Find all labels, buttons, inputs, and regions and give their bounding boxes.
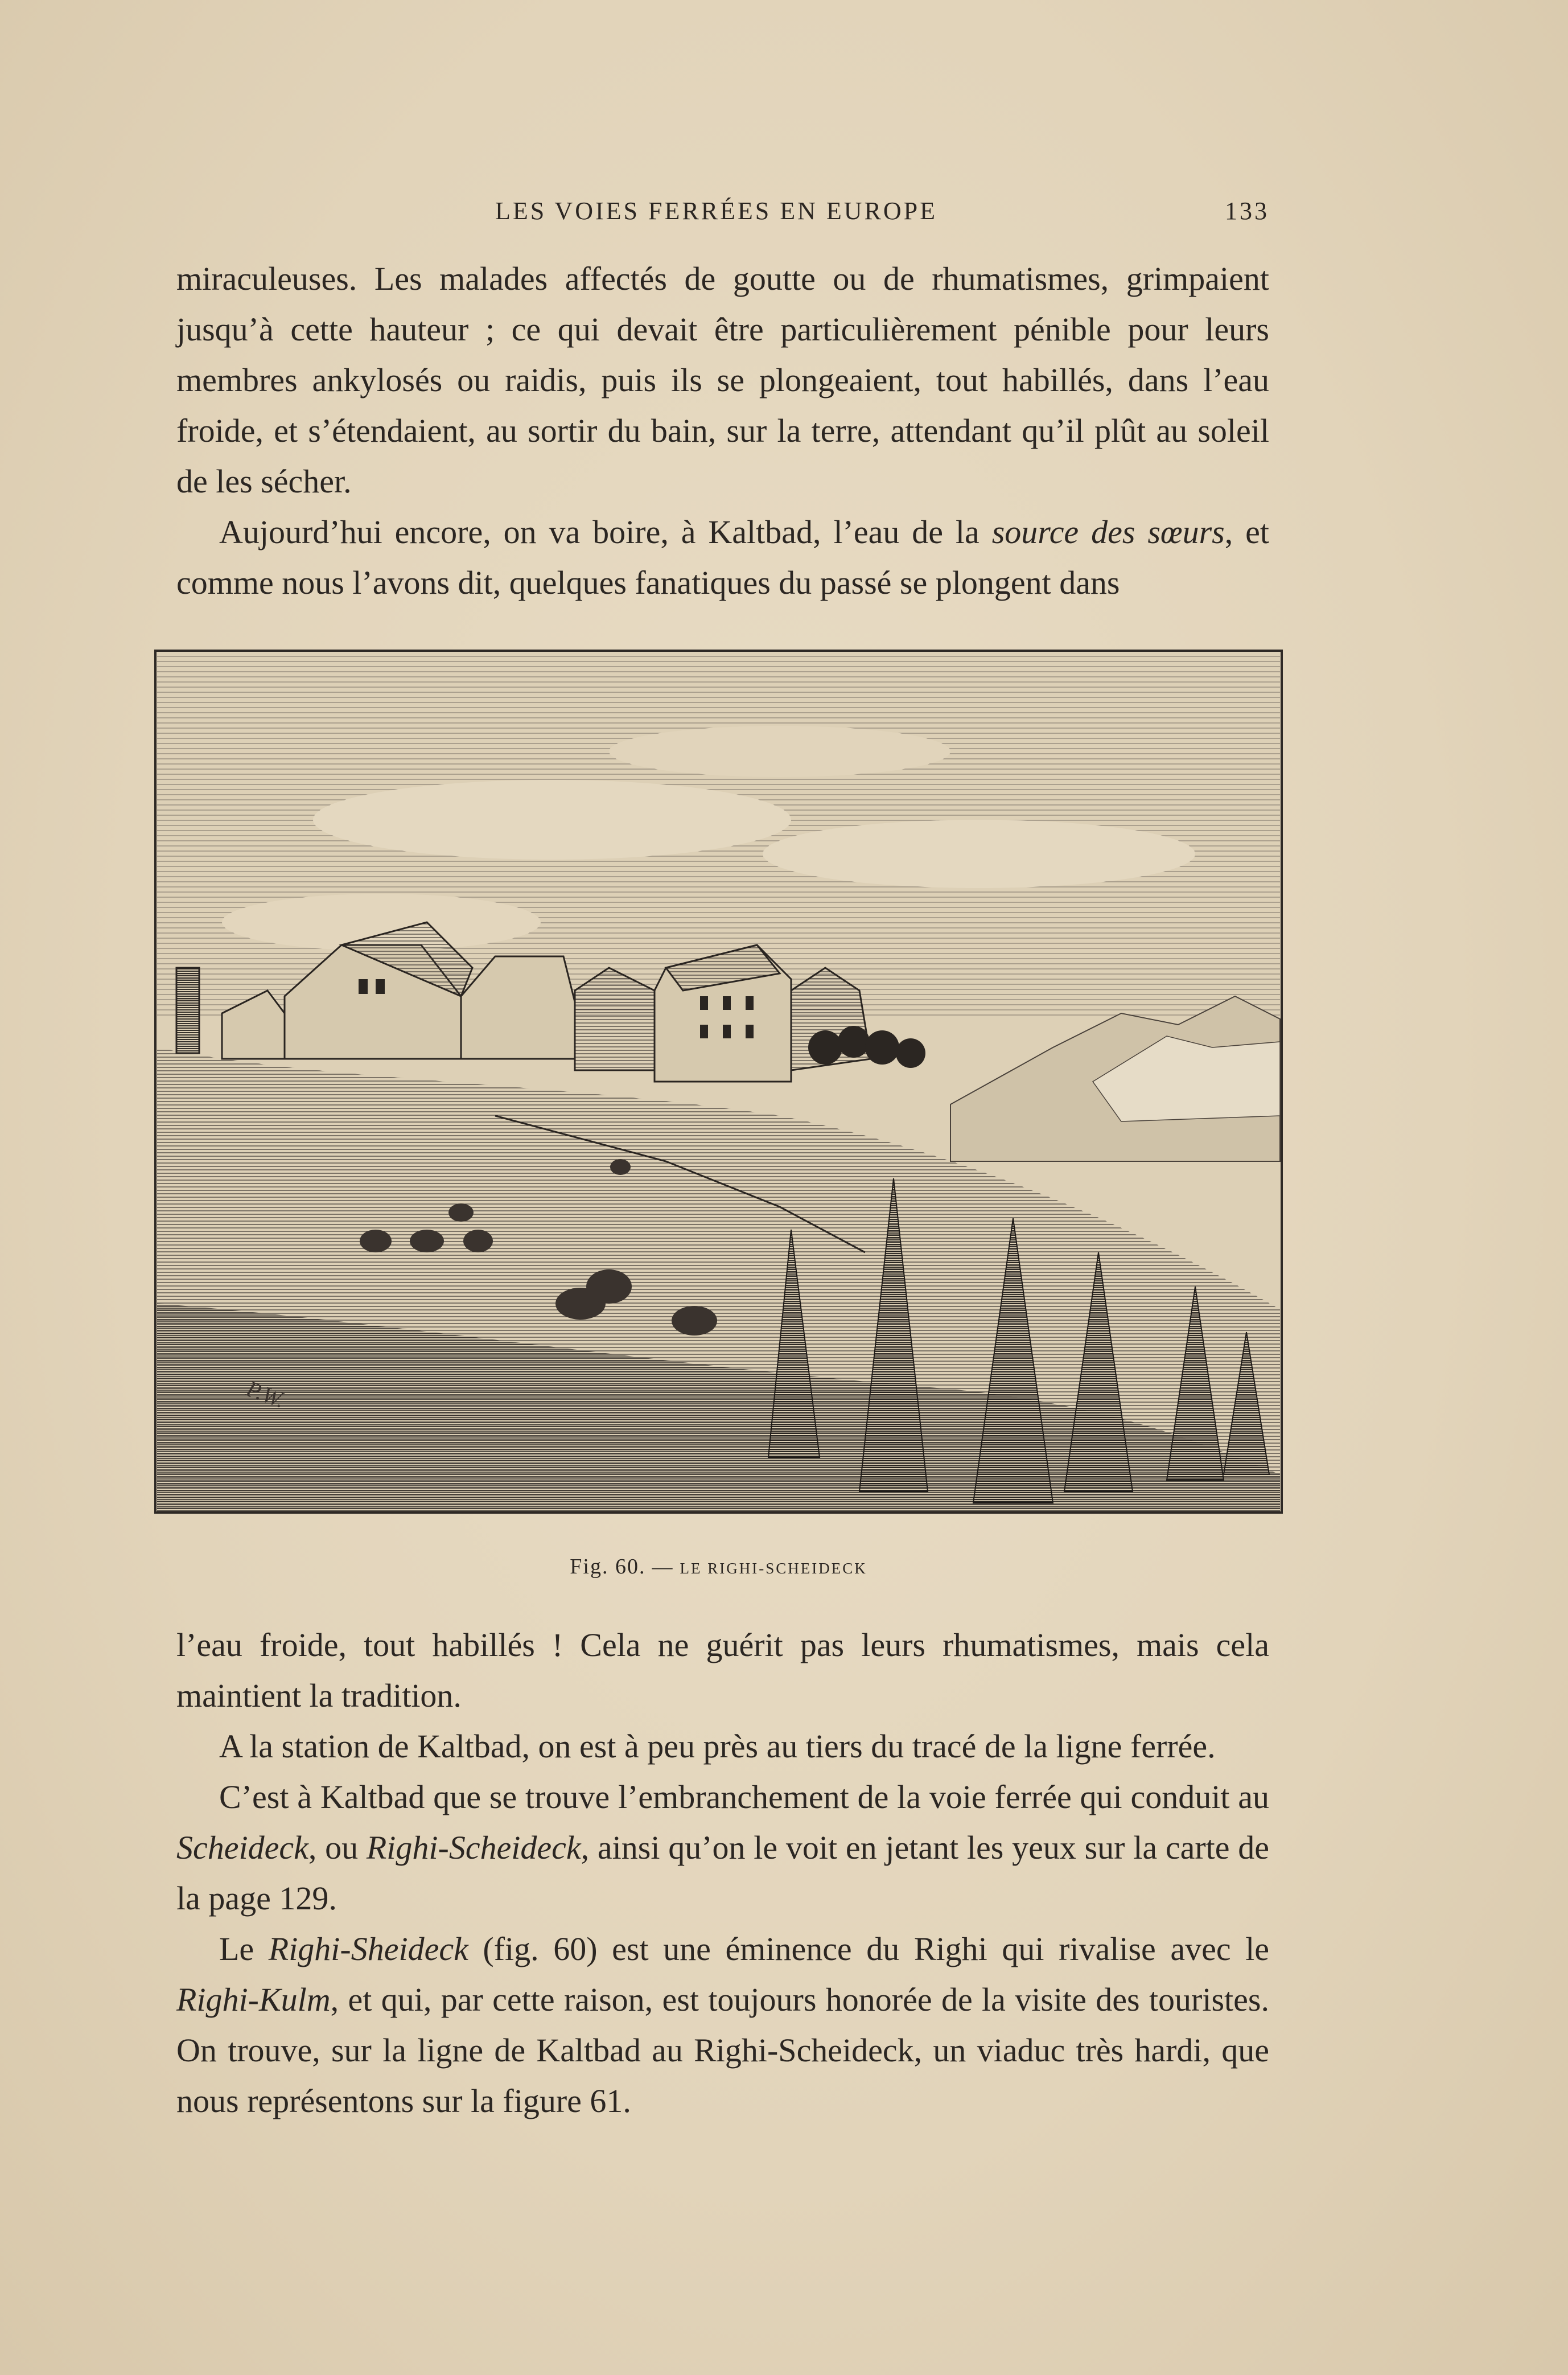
paragraph: miraculeuses. Les malades affectés de goutte ou de rhumatismes, grimpaient jusqu’à cette hauteur ; ce qui devait être particulièrement pénible pour leurs membres ankylosés ou raidis, puis ils se plongeaient, tout habillés, dans l’eau froide, et s’étendaient, au sortir du bain, sur la terre, attendant qu’il plût au soleil de les sécher. bbox=[176, 260, 1269, 500]
paragraph: Aujourd’hui encore, on va boire, à Kaltbad, l’eau de la source des sœurs, et comme nous l’avons dit, quelques fanatiques du passé se plongent dans bbox=[176, 513, 1270, 601]
body-text-top bbox=[176, 253, 1269, 608]
running-title: LES VOIES FERRÉES EN EUROPE bbox=[495, 197, 938, 225]
paragraph: C’est à Kaltbad que se trouve l’embranchement de la voie ferrée qui conduit au Scheideck, ou Righi-Scheideck, ainsi qu’on le voit en jetant les yeux sur la carte de la page 129. bbox=[176, 1778, 1269, 1917]
engraving-illustration bbox=[154, 649, 1283, 1514]
emphasis: Righi-Kulm bbox=[176, 1981, 331, 2018]
paragraph: A la station de Kaltbad, on est à peu près au tiers du tracé de la ligne ferrée. bbox=[219, 1728, 1216, 1765]
page-header bbox=[176, 196, 1269, 231]
engraver-signature: P.W. bbox=[242, 1375, 289, 1414]
figure-caption bbox=[154, 1554, 1283, 1579]
caption-dash: — bbox=[652, 1555, 674, 1578]
figure-title: LE RIGHI-SCHEIDECK bbox=[680, 1560, 867, 1577]
paragraph: l’eau froide, tout habillés ! Cela ne guérit pas leurs rhumatismes, mais cela maintient la tradition. bbox=[176, 1626, 1269, 1714]
page-number: 133 bbox=[1225, 197, 1269, 225]
figure-label: Fig. 60. bbox=[570, 1555, 646, 1579]
emphasis: source des sœurs bbox=[991, 513, 1225, 550]
body-text-bottom bbox=[176, 1620, 1269, 2126]
emphasis: Scheideck bbox=[176, 1829, 308, 1866]
engraving-righi-scheideck bbox=[154, 649, 1283, 1514]
paragraph: Le Righi-Sheideck (fig. 60) est une éminence du Righi qui rivalise avec le Righi-Kulm, et qui, par cette raison, est toujours honorée de la visite des touristes. On trouve, sur la ligne de Kaltbad au Righi-Scheideck, un viaduc très hardi, que nous représentons sur la figure 61. bbox=[176, 1930, 1270, 2119]
emphasis: Righi-Scheideck bbox=[366, 1829, 581, 1866]
emphasis: Righi-Sheideck bbox=[268, 1930, 468, 1967]
